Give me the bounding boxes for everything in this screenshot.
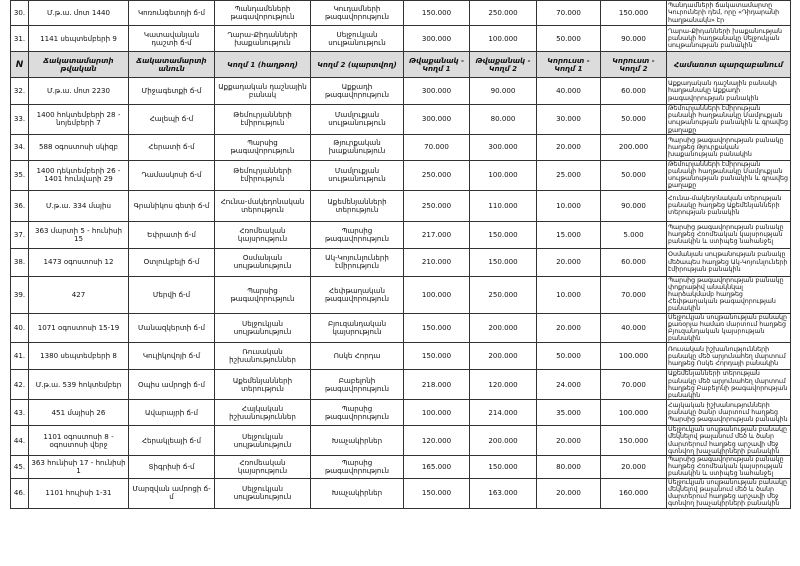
description: Ղարա-Քիդանների խաքանության բանակի հաղթանակը Սելջուկյան սուլթանության բանակին xyxy=(667,26,791,52)
winner-cell: Սելջուկյան սուլթանություն xyxy=(215,313,311,343)
strength-1: 210.000 xyxy=(404,248,470,276)
battle-date: 427 xyxy=(29,276,129,313)
header-sup1: Կորուստ - Կողմ 1 xyxy=(537,52,601,78)
loser-cell: Խաչակիրներ xyxy=(311,478,404,508)
strength-1: 300.000 xyxy=(404,78,470,105)
row-number: 31. xyxy=(11,26,29,52)
battle-name: Մերվի ճ-մ xyxy=(129,276,215,313)
description: Պարսից թագավորության բանակը հաղթեց Թյուրքական խաքանության բանակին xyxy=(667,134,791,160)
battle-name: Գրանիկոս գետի ճ-մ xyxy=(129,190,215,221)
strength-2: 250.000 xyxy=(470,276,537,313)
row-number: 30. xyxy=(11,1,29,26)
strength-1: 150.000 xyxy=(404,343,470,370)
strength-2: 200.000 xyxy=(470,313,537,343)
losses-2: 60.000 xyxy=(601,78,667,105)
strength-2: 200.000 xyxy=(470,343,537,370)
header-desc: Համառոտ պարզաբանում xyxy=(667,52,791,78)
losses-1: 20.000 xyxy=(537,478,601,508)
winner-cell: Հռոմեական կայսրություն xyxy=(215,456,311,479)
losses-1: 10.000 xyxy=(537,276,601,313)
row-number: 35. xyxy=(11,160,29,190)
table-header xyxy=(11,52,791,78)
losses-2: 160.000 xyxy=(601,478,667,508)
loser-cell: Բյուզանդական կայսրություն xyxy=(311,313,404,343)
battle-date: 363 հունիսի 17 - հունիսի 1 xyxy=(29,456,129,479)
strength-2: 150.000 xyxy=(470,248,537,276)
battle-date: 1380 սեպտեմբերի 8 xyxy=(29,343,129,370)
strength-1: 150.000 xyxy=(404,478,470,508)
document-page xyxy=(10,0,790,509)
battle-date: 588 օգոստոսի սկիզբ xyxy=(29,134,129,160)
row-number: 34. xyxy=(11,134,29,160)
losses-1: 20.000 xyxy=(537,248,601,276)
table-row xyxy=(11,370,791,400)
losses-2: 150.000 xyxy=(601,426,667,456)
loser-cell: Պարսից թագավորություն xyxy=(311,456,404,479)
description: Պանդամների ճակատամարտը Կուրուների դեմ, որը «Դիդարանի հաղթանակն» էր xyxy=(667,1,791,26)
strength-2: 200.000 xyxy=(470,426,537,456)
winner-cell: Հունա-մակեդոնական տերություն xyxy=(215,190,311,221)
table-row xyxy=(11,78,791,105)
loser-cell: Հեփթաղական թագավորություն xyxy=(311,276,404,313)
loser-cell: Աքքադի թագավորություն xyxy=(311,78,404,105)
battle-name: Մարզվան ամրոցի ճ-մ xyxy=(129,478,215,508)
strength-2: 300.000 xyxy=(470,134,537,160)
description: Պարսից թագավորության բանակը փոքրաթիվ անակնկալ հարձակմամբ հաղթեց Հեփթաղական թագավորության բանակին xyxy=(667,276,791,313)
strength-2: 100.000 xyxy=(470,26,537,52)
battle-date: 363 մարտի 5 - հունիսի 15 xyxy=(29,221,129,248)
table-row xyxy=(11,343,791,370)
header-sup2: Կորուստ - Կողմ 2 xyxy=(601,52,667,78)
header-party1: Կողմ 1 (հաղթող) xyxy=(215,52,311,78)
row-number: 43. xyxy=(11,400,29,426)
winner-cell: Սելջուկյան սուլթանություն xyxy=(215,478,311,508)
winner-cell: Պանդամեների թագավորություն xyxy=(215,1,311,26)
strength-1: 218.000 xyxy=(404,370,470,400)
battle-name: Հերակլեայի ճ-մ xyxy=(129,426,215,456)
loser-cell: Ոսկե Հորդա xyxy=(311,343,404,370)
battle-name: Օտլուկբելի ճ-մ xyxy=(129,248,215,276)
table-row xyxy=(11,400,791,426)
winner-cell: Պարսից թագավորություն xyxy=(215,134,311,160)
loser-cell: Խաչակիրներ xyxy=(311,426,404,456)
header-party2: Կողմ 2 (պարտվող) xyxy=(311,52,404,78)
losses-2: 50.000 xyxy=(601,105,667,135)
battle-date: 451 մայիսի 26 xyxy=(29,400,129,426)
row-number: 37. xyxy=(11,221,29,248)
strength-2: 150.000 xyxy=(470,221,537,248)
losses-1: 20.000 xyxy=(537,426,601,456)
losses-1: 30.000 xyxy=(537,105,601,135)
loser-cell: Սելջուկյան սուլթանություն xyxy=(311,26,404,52)
winner-cell: Աքքադական դաշնային բանակ xyxy=(215,78,311,105)
table-row xyxy=(11,313,791,343)
losses-2: 70.000 xyxy=(601,370,667,400)
battle-name: Հալեպի ճ-մ xyxy=(129,105,215,135)
losses-2: 150.000 xyxy=(601,1,667,26)
table-row xyxy=(11,478,791,508)
strength-2: 90.000 xyxy=(470,78,537,105)
description: Թեմուրյանների էմիրության բանակի հաղթանակը Մամլուքյան սուլթանության բանակին և գրավեց քաղաքը xyxy=(667,105,791,135)
battle-name: Կատավանյան դաշտի ճ-մ xyxy=(129,26,215,52)
winner-cell: Հայկական իշխանություններ xyxy=(215,400,311,426)
winner-cell: Թեմուրյանների էմիրություն xyxy=(215,160,311,190)
winner-cell: Ղարա-Քիդանների խաքանություն xyxy=(215,26,311,52)
losses-2: 5.000 xyxy=(601,221,667,248)
loser-cell: Մամլուքյան սուլթանություն xyxy=(311,160,404,190)
losses-1: 40.000 xyxy=(537,78,601,105)
battle-date: Մ.թ.ա. մոտ 2230 xyxy=(29,78,129,105)
losses-2: 60.000 xyxy=(601,248,667,276)
battle-name: Միջագետքի ճ-մ xyxy=(129,78,215,105)
battle-date: Մ.թ.ա. մոտ 1440 xyxy=(29,1,129,26)
losses-1: 50.000 xyxy=(537,343,601,370)
header-pair1: Թվաքանակ - Կողմ 1 xyxy=(404,52,470,78)
losses-2: 200.000 xyxy=(601,134,667,160)
battle-name: Ավարայրի ճ-մ xyxy=(129,400,215,426)
losses-1: 25.000 xyxy=(537,160,601,190)
strength-2: 150.000 xyxy=(470,456,537,479)
row-number: 36. xyxy=(11,190,29,221)
losses-1: 50.000 xyxy=(537,26,601,52)
description: Թեմուրյանների էմիրության բանակի հաղթանակը Մամլուքյան սուլթանության բանակին և գրավեց քաղաքը xyxy=(667,160,791,190)
table-row xyxy=(11,248,791,276)
table-row xyxy=(11,105,791,135)
battle-date: 1473 օգոստոսի 12 xyxy=(29,248,129,276)
strength-1: 150.000 xyxy=(404,1,470,26)
winner-cell: Սելջուկյան սուլթանություն xyxy=(215,426,311,456)
strength-1: 150.000 xyxy=(404,313,470,343)
strength-1: 70.000 xyxy=(404,134,470,160)
losses-1: 35.000 xyxy=(537,400,601,426)
row-number: 46. xyxy=(11,478,29,508)
description: Սելջուկյան սուլթանության բանակը մեկնելով թալանում մեծ և ծանր մարտերում հաղթեց արշավի մեջ գտնվող խաչակիրների բանակին xyxy=(667,478,791,508)
loser-cell: Պարսից թագավորություն xyxy=(311,221,404,248)
description: Սելջուկյան սուլթանության բանակը մեկնելով թալանում մեծ և ծանր մարտերում հաղթեց արշավի մեջ գտնվող խաչակիրների բանակին xyxy=(667,426,791,456)
winner-cell: Օսմանյան սուլթանություն xyxy=(215,248,311,276)
losses-2: 40.000 xyxy=(601,313,667,343)
table-row xyxy=(11,221,791,248)
header-pair2: Թվաքանակ - Կողմ 2 xyxy=(470,52,537,78)
table-body-top xyxy=(11,1,791,52)
battle-date: 1400 դեկտեմբերի 26 - 1401 հունվարի 29 xyxy=(29,160,129,190)
table-row xyxy=(11,456,791,479)
winner-cell: Աքեմենյանների տերություն xyxy=(215,370,311,400)
description: Ռուսական իշխանությունների բանակը մեծ արյունահեղ մարտում հաղթեց Ոսկե Հորդայի բանակին xyxy=(667,343,791,370)
strength-1: 300.000 xyxy=(404,105,470,135)
table-row xyxy=(11,276,791,313)
battle-date: Մ.թ.ա. 539 հոկտեմբեր xyxy=(29,370,129,400)
battle-name: Հերատի ճ-մ xyxy=(129,134,215,160)
description: Օսմանյան սուլթանության բանակը մեծապես հաղթեց Ակ-Կոյունլուների էմիրության բանակին xyxy=(667,248,791,276)
losses-2: 100.000 xyxy=(601,343,667,370)
row-number: 42. xyxy=(11,370,29,400)
battle-name: Կուլիկովոյի ճ-մ xyxy=(129,343,215,370)
battle-name: Մանազկերտի ճ-մ xyxy=(129,313,215,343)
losses-1: 20.000 xyxy=(537,313,601,343)
losses-2: 90.000 xyxy=(601,26,667,52)
row-number: 38. xyxy=(11,248,29,276)
loser-cell: Ակ-Կոյունլուների էմիրություն xyxy=(311,248,404,276)
description: Պարսից թագավորության բանակը հաղթեց Հռոմեական կայսրության բանակին և ստիպեց նահանջել xyxy=(667,221,791,248)
battle-date: 1141 սեպտեմբերի 9 xyxy=(29,26,129,52)
losses-1: 70.000 xyxy=(537,1,601,26)
losses-2: 50.000 xyxy=(601,160,667,190)
description: Հայկական իշխանությունների բանակը ծանր մարտում հաղթեց Պարսից թագավորության բանակին xyxy=(667,400,791,426)
strength-1: 300.000 xyxy=(404,26,470,52)
winner-cell: Պարսից թագավորություն xyxy=(215,276,311,313)
strength-1: 250.000 xyxy=(404,190,470,221)
battle-date: 1071 օգոստոսի 15-19 xyxy=(29,313,129,343)
row-number: 32. xyxy=(11,78,29,105)
strength-1: 100.000 xyxy=(404,400,470,426)
row-number: 44. xyxy=(11,426,29,456)
battle-name: Կոռունգետոյի ճ-մ xyxy=(129,1,215,26)
losses-1: 15.000 xyxy=(537,221,601,248)
loser-cell: Բաբելոնի թագավորություն xyxy=(311,370,404,400)
losses-1: 10.000 xyxy=(537,190,601,221)
strength-2: 163.000 xyxy=(470,478,537,508)
winner-cell: Հռոմեական կայսրություն xyxy=(215,221,311,248)
winner-cell: Ռուսական իշխանություններ xyxy=(215,343,311,370)
table-row xyxy=(11,26,791,52)
row-number: 41. xyxy=(11,343,29,370)
row-number: 33. xyxy=(11,105,29,135)
strength-2: 120.000 xyxy=(470,370,537,400)
battle-date: Մ.թ.ա. 334 մայիս xyxy=(29,190,129,221)
header-date: Ճակատամարտի թվական xyxy=(29,52,129,78)
battle-name: Օպիս ամրոցի ճ-մ xyxy=(129,370,215,400)
description: Պարսից թագավորության բանակը հաղթեց Հռոմեական կայսրության բանակին և ստիպեց նահանջել xyxy=(667,456,791,479)
battle-name: Եփրատի ճ-մ xyxy=(129,221,215,248)
table-row xyxy=(11,426,791,456)
losses-2: 20.000 xyxy=(601,456,667,479)
table-row xyxy=(11,160,791,190)
table-body-main xyxy=(11,78,791,509)
loser-cell: Պարսից թագավորություն xyxy=(311,400,404,426)
row-number: 40. xyxy=(11,313,29,343)
battle-name: Տիգրիսի ճ-մ xyxy=(129,456,215,479)
battle-name: Դամասկոսի ճ-մ xyxy=(129,160,215,190)
table-row xyxy=(11,1,791,26)
losses-1: 20.000 xyxy=(537,134,601,160)
header-row xyxy=(11,52,791,78)
loser-cell: Աքեմենյանների տերություն xyxy=(311,190,404,221)
battle-date: 1400 հոկտեմբերի 28 - նոյեմբերի 7 xyxy=(29,105,129,135)
strength-1: 100.000 xyxy=(404,276,470,313)
loser-cell: Կուդամների թագավորություն xyxy=(311,1,404,26)
strength-2: 214.000 xyxy=(470,400,537,426)
strength-1: 165.000 xyxy=(404,456,470,479)
strength-1: 120.000 xyxy=(404,426,470,456)
strength-2: 100.000 xyxy=(470,160,537,190)
description: Սելջուկյան սուլթանության բանակը քառօրյա համառ մարտում հաղթեց Բյուզանդական կայսրության բանակին xyxy=(667,313,791,343)
losses-2: 100.000 xyxy=(601,400,667,426)
table-row xyxy=(11,134,791,160)
row-number: 45. xyxy=(11,456,29,479)
header-n: N xyxy=(11,52,29,78)
strength-2: 80.000 xyxy=(470,105,537,135)
battles-table xyxy=(10,0,791,509)
strength-2: 110.000 xyxy=(470,190,537,221)
losses-1: 80.000 xyxy=(537,456,601,479)
battle-date: 1101 օգոստոսի 8 - օգոստոսի վերջ xyxy=(29,426,129,456)
table-row xyxy=(11,190,791,221)
loser-cell: Թյուրքական խաքանություն xyxy=(311,134,404,160)
losses-2: 90.000 xyxy=(601,190,667,221)
strength-1: 217.000 xyxy=(404,221,470,248)
losses-2: 70.000 xyxy=(601,276,667,313)
losses-1: 24.000 xyxy=(537,370,601,400)
strength-1: 250.000 xyxy=(404,160,470,190)
header-venue: Ճակատամարտի անուն xyxy=(129,52,215,78)
loser-cell: Մամլուքյան սուլթանություն xyxy=(311,105,404,135)
description: Աքքադական դաշնային բանակի հաղթանակը Աքքադի թագավորության բանակին xyxy=(667,78,791,105)
description: Աքեմենյանների տերության բանակը մեծ արյունահեղ մարտում հաղթեց Բաբելոնի թագավորության բանակին xyxy=(667,370,791,400)
battle-date: 1101 հուլիսի 1-31 xyxy=(29,478,129,508)
winner-cell: Թեմուրյանների էմիրություն xyxy=(215,105,311,135)
row-number: 39. xyxy=(11,276,29,313)
description: Հունա-մակեդոնական տերության բանակը հաղթեց Աքեմենյանների տերության բանակին xyxy=(667,190,791,221)
strength-2: 250.000 xyxy=(470,1,537,26)
